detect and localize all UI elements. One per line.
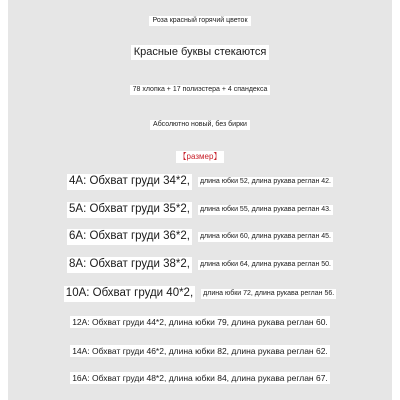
size-row-text: 16A: Обхват груди 48*2, длина юбки 84, длина рукава реглан 67. bbox=[72, 372, 328, 383]
size-row-10a bbox=[8, 285, 392, 303]
size-row-main: 4A: Обхват груди 34*2, bbox=[67, 174, 192, 190]
size-row-6a bbox=[8, 228, 392, 246]
size-row-8a bbox=[8, 256, 392, 274]
size-row-14a bbox=[8, 342, 392, 360]
size-row-16a bbox=[8, 369, 392, 387]
size-row-detail: длина юбки 60, длина рукава реглан 45. bbox=[198, 232, 333, 242]
size-row-4a bbox=[8, 173, 392, 191]
size-row-detail: длина юбки 55, длина рукава реглан 43. bbox=[198, 205, 333, 215]
size-row-detail: длина юбки 72, длина рукава реглан 56. bbox=[201, 289, 336, 299]
size-row-5a bbox=[8, 201, 392, 219]
composition-line bbox=[8, 78, 392, 96]
size-row-main: 5A: Обхват груди 35*2, bbox=[67, 202, 192, 218]
size-row-text: 14A: Обхват груди 46*2, длина юбки 82, длина рукава реглан 62. bbox=[72, 345, 328, 356]
size-row-text: 12A: Обхват груди 44*2, длина юбки 79, длина рукава реглан 60. bbox=[72, 316, 328, 327]
condition-line bbox=[8, 113, 392, 131]
fabric-composition: 78 хлопка + 17 полиэстера + 4 спандекса bbox=[130, 85, 271, 95]
product-subtitle: Красные буквы стекаются bbox=[131, 45, 270, 60]
size-row-12a bbox=[8, 313, 392, 331]
size-row-detail: длина юбки 64, длина рукава реглан 50. bbox=[198, 260, 333, 270]
size-row-detail: длина юбки 52, длина рукава реглан 42. bbox=[198, 177, 333, 187]
product-description bbox=[8, 0, 392, 400]
size-row-main: 6A: Обхват груди 36*2, bbox=[67, 229, 192, 245]
size-heading: 【размер】 bbox=[176, 151, 225, 163]
size-row-main: 8A: Обхват груди 38*2, bbox=[67, 257, 192, 273]
item-condition: Абсолютно новый, без бирки bbox=[150, 120, 250, 130]
size-row-main: 10A: Обхват груди 40*2, bbox=[64, 286, 195, 302]
size-heading-line bbox=[8, 146, 392, 164]
subtitle-line bbox=[8, 42, 392, 60]
title-line bbox=[8, 9, 392, 27]
product-title: Роза красный горячий цветок bbox=[149, 16, 250, 26]
